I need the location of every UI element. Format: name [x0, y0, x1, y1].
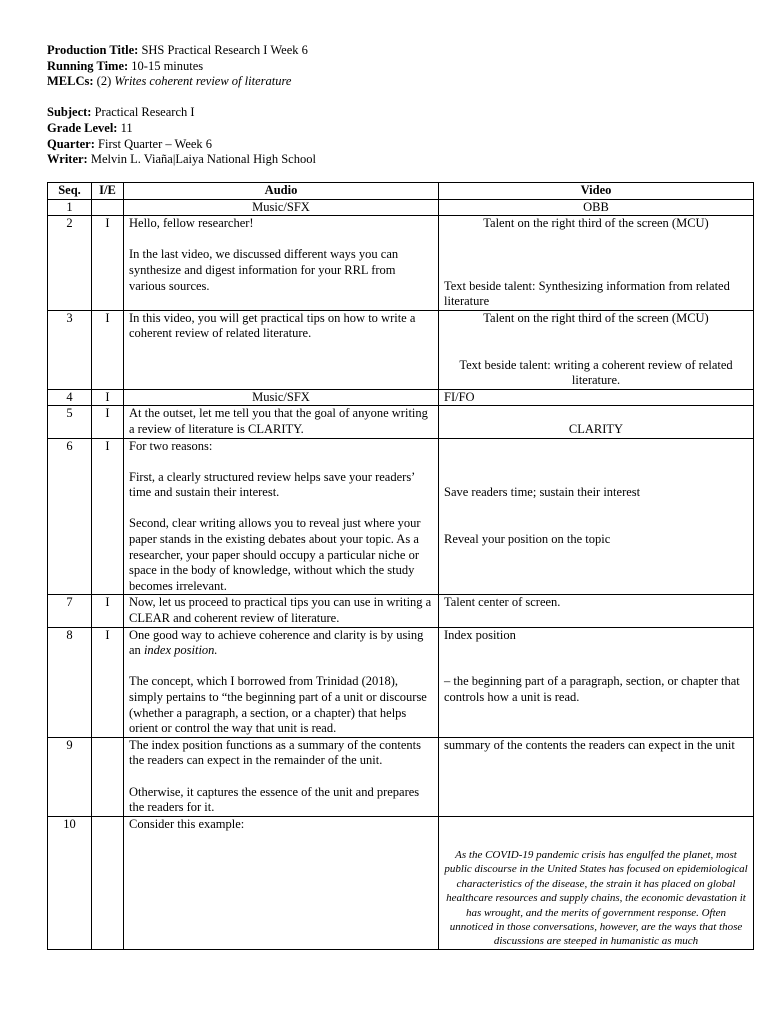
- grade-line: Grade Level: 11: [47, 120, 133, 135]
- ie-cell: I: [92, 310, 124, 389]
- ie-cell: [92, 199, 124, 216]
- table-row: [48, 216, 754, 311]
- seq-cell: 5: [48, 406, 92, 438]
- table-row: [48, 595, 754, 627]
- table-row: [48, 737, 754, 816]
- writer: Melvin L. Viaña|Laiya National High School: [90, 152, 316, 167]
- header-seq: Seq.: [48, 183, 92, 200]
- example-quote: As the COVID-19 pandemic crisis has engulfed the planet, most public discourse in the United States has focused on epidemiological characteristics of the disease, the strain it has placed on global healthcare resources and supply chains, the economic devastation it has wrought, and the merits of government response. Often unnoticed in those conversations, however, are the ways that those discussions are steeped in humanistic as much: [444, 848, 748, 948]
- ie-cell: I: [92, 595, 124, 627]
- running-time-line: Running Time: 10-15 minutes: [47, 58, 204, 73]
- video-cell: Index position – the beginning part of a paragraph, section, or chapter that controls how a unit is read.: [439, 627, 754, 737]
- ie-cell: I: [92, 627, 124, 737]
- document-header: [47, 43, 727, 168]
- ie-cell: I: [92, 389, 124, 406]
- audio-cell: In this video, you will get practical tips on how to write a coherent review of related literature.: [124, 310, 439, 389]
- video-cell: FI/FO: [439, 389, 754, 406]
- grade-level: 11: [120, 120, 133, 135]
- table-row: [48, 389, 754, 406]
- audio-cell: One good way to achieve coherence and clarity is by using an index position. The concept, which I borrowed from Trinidad (2018), simply pertains to “the beginning part of a unit or discourse (whether a paragraph, a section, or a chapter) that helps orient or control the way that unit is read.: [124, 627, 439, 737]
- audio-cell: The index position functions as a summary of the contents the readers can expect in the remainder of the unit. Otherwise, it captures the essence of the unit and prepares the readers for it.: [124, 737, 439, 816]
- seq-cell: 10: [48, 816, 92, 949]
- seq-cell: 9: [48, 737, 92, 816]
- video-cell: Save readers time; sustain their interest Reveal your position on the topic: [439, 438, 754, 595]
- table-row: [48, 310, 754, 389]
- video-cell: OBB: [439, 199, 754, 216]
- seq-cell: 6: [48, 438, 92, 595]
- table-row: [48, 406, 754, 438]
- seq-cell: 3: [48, 310, 92, 389]
- table-row: [48, 627, 754, 737]
- table-row: [48, 438, 754, 595]
- ie-cell: I: [92, 216, 124, 311]
- quarter: First Quarter – Week 6: [98, 136, 213, 151]
- melcs-line: MELCs: (2) Writes coherent review of literature: [47, 74, 292, 89]
- audio-cell: Now, let us proceed to practical tips you can use in writing a CLEAR and coherent review of literature.: [124, 595, 439, 627]
- audio-cell: Hello, fellow researcher! In the last video, we discussed different ways you can synthesize and digest information for your RRL from various sources.: [124, 216, 439, 311]
- audio-cell: Consider this example:: [124, 816, 439, 949]
- audio-cell: For two reasons: First, a clearly structured review helps save your readers’ time and sustain their interest. Second, clear writing allows you to reveal just where your paper stands in the existing debates about your topic. As a researcher, your paper should occupy a particular niche or space in the body of knowledge, without which the study becomes irrelevant.: [124, 438, 439, 595]
- header-video: Video: [439, 183, 754, 200]
- melcs-text: Writes coherent review of literature: [114, 74, 292, 89]
- ie-cell: I: [92, 406, 124, 438]
- subject-line: Subject: Practical Research I: [47, 105, 195, 120]
- table-header-row: [48, 183, 754, 200]
- video-cell: [439, 816, 754, 949]
- video-cell: Talent on the right third of the screen (MCU) Text beside talent: Synthesizing information from related literature: [439, 216, 754, 311]
- header-ie: I/E: [92, 183, 124, 200]
- script-table: [47, 182, 754, 950]
- seq-cell: 4: [48, 389, 92, 406]
- table-row: [48, 199, 754, 216]
- running-time: 10-15 minutes: [131, 58, 204, 73]
- seq-cell: 8: [48, 627, 92, 737]
- production-title-line: Production Title: SHS Practical Research I Week 6: [47, 43, 308, 57]
- ie-cell: [92, 737, 124, 816]
- seq-cell: 7: [48, 595, 92, 627]
- seq-cell: 2: [48, 216, 92, 311]
- header-audio: Audio: [124, 183, 439, 200]
- video-cell: Talent on the right third of the screen (MCU) Text beside talent: writing a coherent review of related literature.: [439, 310, 754, 389]
- table-row: [48, 816, 754, 949]
- video-cell: CLARITY: [439, 406, 754, 438]
- subject: Practical Research I: [94, 105, 195, 120]
- audio-cell: Music/SFX: [124, 389, 439, 406]
- seq-cell: 1: [48, 199, 92, 216]
- audio-cell: Music/SFX: [124, 199, 439, 216]
- writer-line: Writer: Melvin L. Viaña|Laiya National High School: [47, 152, 316, 167]
- video-cell: Talent center of screen.: [439, 595, 754, 627]
- ie-cell: [92, 816, 124, 949]
- quarter-line: Quarter: First Quarter – Week 6: [47, 136, 213, 151]
- production-title: SHS Practical Research I Week 6: [141, 43, 308, 57]
- video-cell: summary of the contents the readers can expect in the unit: [439, 737, 754, 816]
- audio-cell: At the outset, let me tell you that the goal of anyone writing a review of literature is CLARITY.: [124, 406, 439, 438]
- ie-cell: I: [92, 438, 124, 595]
